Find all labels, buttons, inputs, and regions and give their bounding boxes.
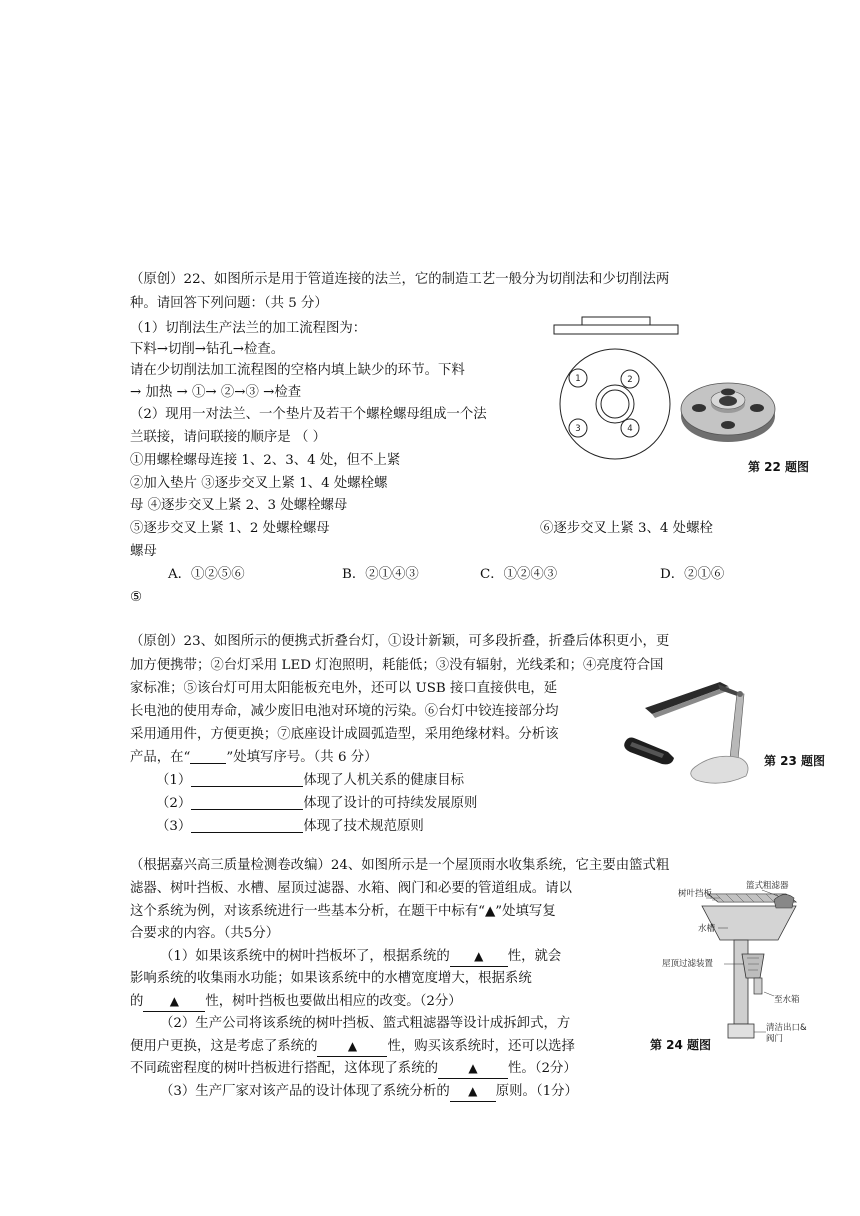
q23-line-1: （原创）23、如图所示的便携式折叠台灯，①设计新颖，可多段折叠，折叠后体积更小，更 <box>130 634 670 649</box>
q22-option-a: A．①②⑤⑥ <box>168 567 245 582</box>
flange-3d-view <box>681 383 775 442</box>
q24-answer-3[interactable]: ▲ <box>317 1036 387 1057</box>
q24-part-2-text-d: 不同疏密程度的树叶挡板进行搭配，这体现了系统的 <box>130 1061 438 1076</box>
q23-item-1-text: 体现了人机关系的健康目标 <box>303 773 464 788</box>
q22-line-11: 母 ④逐步交叉上紧 2、3 处螺栓螺母 <box>130 498 348 513</box>
q24-part-1-line-1 <box>160 946 561 967</box>
q24-line-2: 滤器、树叶挡板、水槽、屋顶过滤器、水箱、阀门和必要的管道组成。请以 <box>130 881 572 896</box>
q24-part-1-line-3 <box>130 991 462 1012</box>
q22-line-3: （1）切削法生产法兰的加工流程图为： <box>130 321 367 336</box>
q23-item-3 <box>156 817 424 837</box>
q23-item-3-text: 体现了技术规范原则 <box>303 819 424 834</box>
q24-part-3-text-b: 原则。（1分） <box>495 1084 578 1099</box>
q24-line-4: 合要求的内容。（共5分） <box>130 926 280 941</box>
q22-line-6: → 加热 → ①→ ②→③ →检查 <box>130 385 302 400</box>
q22-option-d: D．②①⑥ <box>660 567 725 582</box>
hole-label-1: 1 <box>575 374 581 384</box>
q24-part-2-line-2 <box>130 1036 575 1057</box>
q23-item-1 <box>156 771 464 791</box>
q22-option-c: C．①②④③ <box>480 567 558 582</box>
q24-line-1: （根据嘉兴高三质量检测卷改编）24、如图所示是一个屋顶雨水收集系统，它主要由篮式粗 <box>130 858 670 873</box>
hole-label-2: 2 <box>627 375 633 385</box>
q24-part-3-line-1 <box>160 1081 578 1102</box>
q23-answer-1[interactable] <box>191 771 303 787</box>
q22-line-8: 兰联接，请问联接的顺序是 （ ） <box>130 430 326 445</box>
q24-part-1-text-d: 的 <box>130 994 144 1009</box>
q24-part-2-text-c: 性，购买该系统时，还可以选择 <box>387 1039 575 1054</box>
hole-label-3: 3 <box>575 424 581 434</box>
q22-line-7: （2）现用一对法兰、一个垫片及若干个螺栓螺母组成一个法 <box>130 407 487 422</box>
label-outlet-line-1: 清洁出口& <box>766 1023 807 1033</box>
q22-line-2: 种。请回答下列问题：（共 5 分） <box>130 296 328 311</box>
q24-part-2-line-1: （2）生产公司将该系统的树叶挡板、篮式粗滤器等设计成拆卸式，方 <box>160 1016 571 1031</box>
q23-answer-2[interactable] <box>191 794 303 810</box>
q23-line-4: 长电池的使用寿命，减少废旧电池对环境的污染。⑥台灯中铰连接部分均 <box>130 704 559 719</box>
flange-front-view <box>560 349 670 459</box>
q22-line-10: ②加入垫片 ③逐步交叉上紧 1、4 处螺栓螺 <box>130 476 388 491</box>
q23-fill-blank[interactable] <box>190 748 226 764</box>
q23-line-2: 加方便携带；②台灯采用 LED 灯泡照明，耗能低；③没有辐射，光线柔和；④亮度符合国 <box>130 658 664 673</box>
flange-side-view <box>554 317 678 334</box>
hole-label-4: 4 <box>627 424 633 434</box>
q23-item-3-num: （3） <box>156 819 192 834</box>
q24-answer-1[interactable]: ▲ <box>450 946 508 967</box>
q23-line-5: 采用通用件，方便更换；⑦底座设计成圆弧造型，采用绝缘材料。分析该 <box>130 727 559 742</box>
q22-figure-caption: 第 22 题图 <box>748 460 810 474</box>
q24-part-2-text-e: 性。（2分） <box>507 1061 577 1076</box>
q22-line-13: 螺母 <box>130 544 157 559</box>
q24-part-2-line-3 <box>130 1058 577 1079</box>
rainwater-system-figure <box>646 878 826 1050</box>
q23-answer-3[interactable] <box>191 817 303 833</box>
q24-line-3: 这个系统为例，对该系统进行一些基本分析，在题干中标有“▲”处填写复 <box>130 904 556 919</box>
desk-lamp-figure <box>620 672 760 790</box>
q23-item-1-num: （1） <box>156 773 192 788</box>
label-roof-filter: 屋顶过滤装置 <box>662 959 714 969</box>
q23-line-6-end: ”处填写序号。（共 6 分） <box>226 750 378 765</box>
q24-part-1-text-e: 性，树叶挡板也要做出相应的改变。（2分） <box>205 994 462 1009</box>
q24-part-2-text-b: 便用户更换，这是考虑了系统的 <box>130 1039 318 1054</box>
q24-part-1-line-2: 影响系统的收集雨水功能；如果该系统中的水槽宽度增大，根据系统 <box>130 971 532 986</box>
q22-line-5: 请在少切削法加工流程图的空格内填上缺少的环节。下料 <box>130 363 465 378</box>
q22-option-d-cont: ⑤ <box>130 590 143 605</box>
q24-part-1-text-b: 性，就会 <box>507 949 562 964</box>
label-trough: 水槽 <box>698 924 716 934</box>
label-leaf-guard: 树叶挡板 <box>678 889 713 899</box>
q23-figure-caption: 第 23 题图 <box>764 754 826 768</box>
q24-answer-2[interactable]: ▲ <box>143 991 205 1012</box>
q23-line-6-start: 产品，在“ <box>130 750 191 765</box>
q22-line-4: 下料→切削→钻孔→检查。 <box>130 342 285 357</box>
q22-line-9: ①用螺栓螺母连接 1、2、3、4 处，但不上紧 <box>130 453 401 468</box>
q24-part-1-text-a: （1）如果该系统中的树叶挡板坏了，根据系统的 <box>160 949 450 964</box>
q24-figure-caption: 第 24 题图 <box>650 1038 712 1052</box>
q22-line-1: （原创）22、如图所示是用于管道连接的法兰，它的制造工艺一般分为切削法和少切削法两 <box>130 272 670 287</box>
flange-figure <box>550 312 780 472</box>
q22-line-12b: ⑥逐步交叉上紧 3、4 处螺栓 <box>540 521 713 536</box>
q24-part-3-text-a: （3）生产厂家对该产品的设计体现了系统分析的 <box>160 1084 450 1099</box>
label-basket-filter: 篮式粗滤器 <box>746 881 789 891</box>
label-to-tank: 至水箱 <box>774 995 800 1005</box>
q23-item-2 <box>156 794 477 814</box>
q22-line-12a: ⑤逐步交叉上紧 1、2 处螺栓螺母 <box>130 521 330 536</box>
q23-item-2-text: 体现了设计的可持续发展原则 <box>303 796 478 811</box>
q23-line-6 <box>130 748 378 768</box>
q22-option-b: B．②①④③ <box>342 567 419 582</box>
label-outlet-line-2: 阀门 <box>766 1034 784 1044</box>
q23-item-2-num: （2） <box>156 796 192 811</box>
q24-answer-4[interactable]: ▲ <box>438 1058 508 1079</box>
q24-answer-5[interactable]: ▲ <box>450 1081 496 1102</box>
q23-line-3: 家标准；⑤该台灯可用太阳能板充电外，还可以 USB 接口直接供电，延 <box>130 681 558 696</box>
